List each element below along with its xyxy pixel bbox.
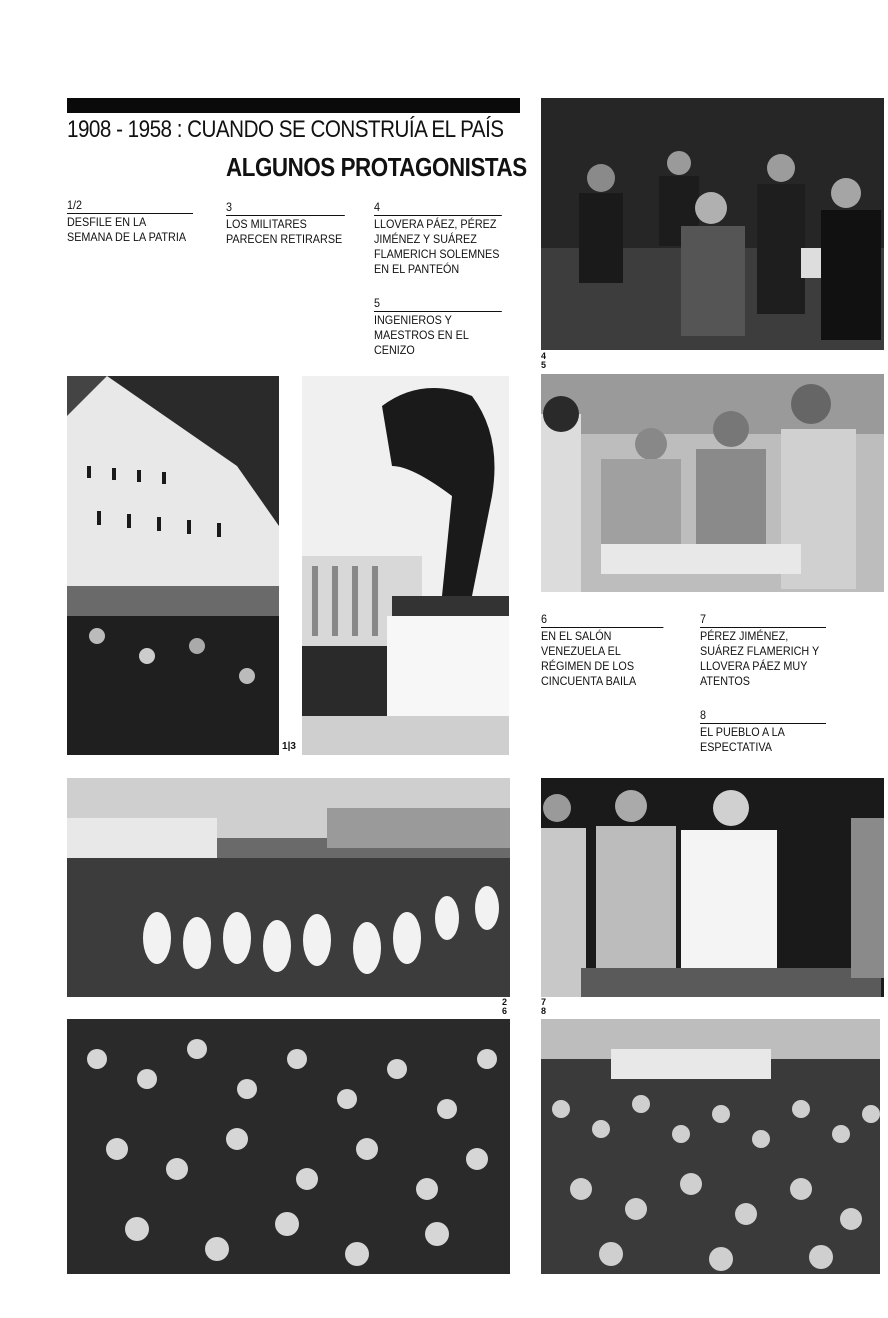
photo-1-parade [67,376,279,755]
caption-1-2 [67,198,193,245]
caption-text: LOS MILITARES PARECEN RETIRARSE [226,217,343,246]
caption-text: INGENIEROS Y MAESTROS EN EL CENIZO [374,313,469,357]
caption-8 [700,708,826,755]
caption-text: DESFILE EN LA SEMANA DE LA PATRIA [67,215,187,244]
page-title: 1908 - 1958 : CUANDO SE CONSTRUÍA EL PAÍS [67,116,504,143]
caption-text: EN EL SALÓN VENEZUELA EL RÉGIMEN DE LOS CINCUENTA BAILA [541,629,637,688]
header-rule [67,98,520,113]
photo-6-ballroom-dance [67,1019,510,1274]
photo-marker-2-6: 2 6 [502,997,508,1016]
photo-5-engineers [541,374,884,592]
photo-marker-1-3: 1|3 [282,741,296,752]
caption-number: 8 [700,708,826,724]
photo-2-parade-crowd [67,778,510,997]
caption-text: LLOVERA PÁEZ, PÉREZ JIMÉNEZ Y SUÁREZ FLAMERICH SOLEMNES EN EL PANTEÓN [374,217,500,276]
caption-text: PÉREZ JIMÉNEZ, SUÁREZ FLAMERICH Y LLOVERA PÁEZ MUY ATENTOS [700,629,820,688]
caption-number: 3 [226,200,345,216]
photo-marker-7-8: 7 8 [541,997,547,1016]
page-subtitle: ALGUNOS PROTAGONISTAS [226,152,527,182]
caption-5 [374,296,502,358]
photo-7-three-men [541,778,884,997]
caption-text: EL PUEBLO A LA ESPECTATIVA [700,725,785,754]
caption-6 [541,612,663,689]
photo-4-officials-seated [541,98,884,350]
caption-7 [700,612,826,689]
caption-number: 7 [700,612,826,628]
caption-number: 4 [374,200,502,216]
caption-number: 1/2 [67,198,193,214]
photo-3-statue [302,376,509,755]
caption-4 [374,200,502,277]
caption-number: 5 [374,296,502,312]
photo-8-crowd-banner [541,1019,880,1274]
photo-marker-4-5: 4 5 [541,351,547,370]
caption-3 [226,200,345,247]
caption-number: 6 [541,612,663,628]
